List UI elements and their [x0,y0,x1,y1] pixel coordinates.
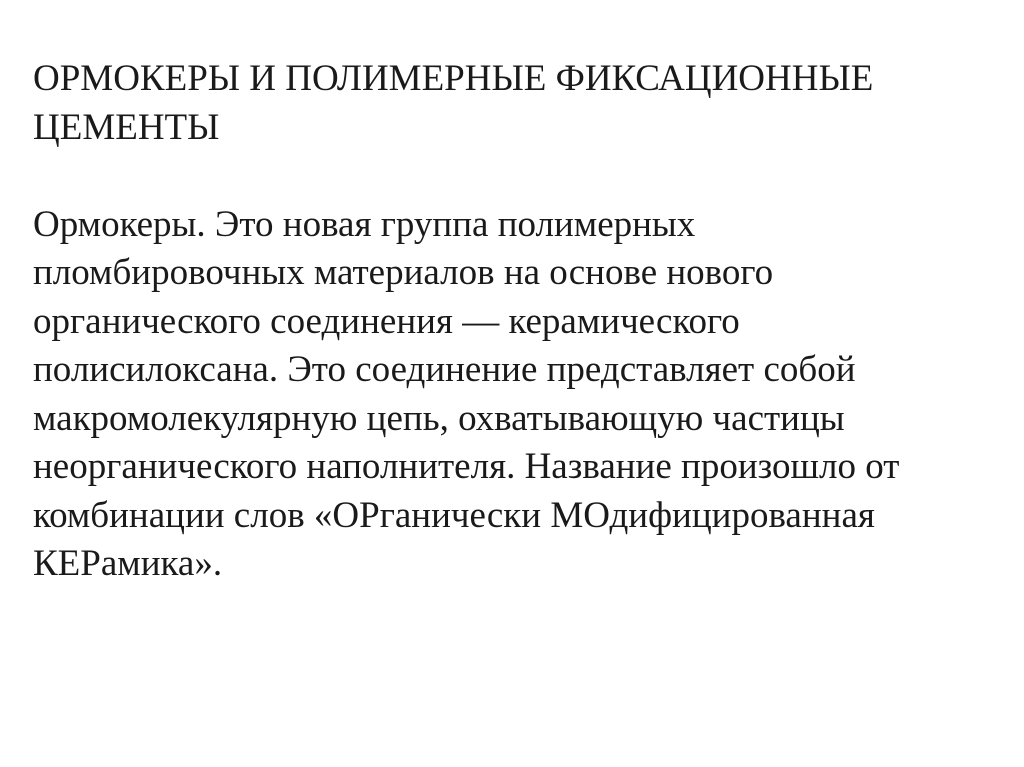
body-line: Ормокеры. Это новая группа полимерных [33,203,696,245]
body-line: полисилоксана. Это соединение представляет собой [33,349,856,390]
title-line: ЦЕМЕНТЫ [33,106,220,148]
slide-content [33,55,993,589]
paragraph-gap [33,152,993,201]
body-line: неорганического наполнителя. Название произошло от [33,446,900,487]
body-line: пломбировочных материалов на основе нового [33,252,774,293]
slide-title [33,55,993,152]
body-line: КЕРамика». [33,543,223,584]
body-line: комбинации слов «ОРганически МОдифицированная [33,494,875,536]
slide-body-text [33,201,993,589]
body-line: органического соединения — керамического [33,300,740,342]
body-line: макромолекулярную цепь, охватывающую частицы [33,397,845,439]
title-line: ОРМОКЕРЫ И ПОЛИМЕРНЫЕ ФИКСАЦИОННЫЕ [33,58,874,99]
